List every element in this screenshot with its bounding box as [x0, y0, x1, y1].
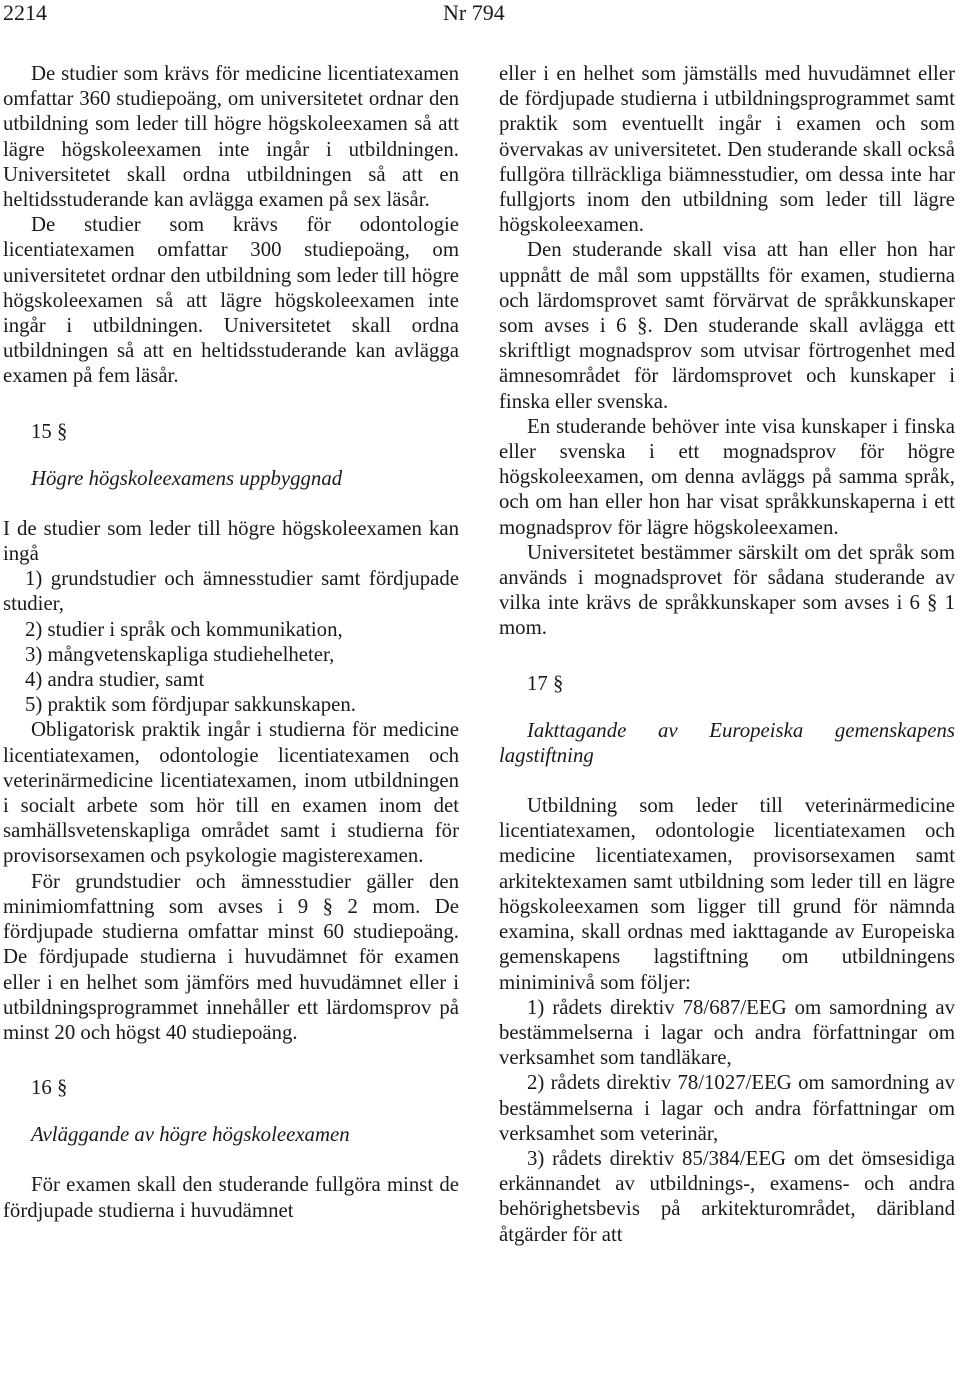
section-title: Avläggande av högre högskoleexamen: [31, 1123, 350, 1147]
list-item: 3) rådets direktiv 85/384/EEG om det ömsesidiga erkännandet av utbildnings-, examens- och andra behörighetsbevis på arkitekturområdet, däribland åtgärder för att: [499, 1146, 955, 1246]
page-number: 2214: [3, 0, 47, 25]
section-number: 17 §: [527, 671, 564, 695]
paragraph: Utbildning som leder till veterinärmedicine licentiatexamen, odontologie licentiatexamen och medicine licentiatexamen, provisorsexamen samt arkitektexamen samt utbildning som leder till en lägre högskoleexamen som ligger till grund för nämnda examina, skall ordnas med iakttagande av Europeiska gemenskapens lagstiftning om utbildningens miniminivå som följer:: [499, 794, 955, 994]
section-number: 16 §: [31, 1076, 68, 1100]
paragraph: I de studier som leder till högre högskoleexamen kan ingå: [3, 516, 459, 566]
paragraph: De studier som krävs för odontologie licentiatexamen omfattar 300 studiepoäng, om universitetet ordnar den utbildning som leder till högre högskoleexamen så att lägre högskoleexamen inte ingår i utbildningen. Universitetet skall ordna utbildningen så att en heltidsstuderande kan avlägga examen på fem läsår.: [3, 213, 459, 388]
list-item: 3) mångvetenskapliga studiehelheter,: [25, 642, 335, 666]
paragraph: Den studerande skall visa att han eller hon har uppnått de mål som uppställts för examen, studierna och lärdomsprovet samt förvärvat de språkkunskaper som avses i 6 §. Den studerande skall avlägga ett skriftligt mognadsprov som utvisar förtrogenhet med ämnesområdet för lärdomsprovet och kunskaper i finska eller svenska.: [499, 238, 955, 413]
section-number: 15 §: [31, 419, 68, 443]
paragraph: eller i en helhet som jämställs med huvudämnet eller de fördjupade studierna i utbildningsprogrammet samt praktik som eventuellt ingår i examen och som övervakas av universitetet. Den studerande skall också fullgöra tillräckliga biämnesstudier, om dessa inte har fullgjorts inom den utbildning som leder till lägre högskoleexamen.: [499, 62, 955, 237]
issue-number: Nr 794: [443, 0, 505, 25]
page-header: [0, 0, 960, 30]
paragraph: Obligatorisk praktik ingår i studierna för medicine licentiatexamen, odontologie licentiatexamen och veterinärmedicine licentiatexamen, inom utbildningen i socialt arbete som hör till en examen inom det samhällsvetenskapliga området samt i studierna för provisorsexamen och psykologie magisterexamen.: [3, 718, 459, 868]
list-item: 2) studier i språk och kommunikation,: [25, 617, 343, 641]
paragraph: De studier som krävs för medicine licentiatexamen omfattar 360 studiepoäng, om universitetet ordnar den utbildning som leder till högre högskoleexamen så att lägre högskoleexamen inte ingår i utbildningen. Universitetet skall ordna utbildningen så att en heltidsstuderande kan avlägga examen på sex läsår.: [3, 62, 459, 212]
paragraph: En studerande behöver inte visa kunskaper i finska eller svenska i ett mognadsprov för högre högskoleexamen, om denna avläggs på samma språk, och om han eller hon har visat språkkunskaperna i ett mognadsprov för lägre högskoleexamen.: [499, 414, 955, 539]
list-item: 5) praktik som fördjupar sakkunskapen.: [25, 693, 356, 717]
list-item: 2) rådets direktiv 78/1027/EEG om samordning av bestämmelserna i lagar och andra författningar om verksamhet som veterinär,: [499, 1071, 955, 1145]
paragraph: Universitetet bestämmer särskilt om det språk som används i mognadsprovet för sådana studerande av vilka inte krävs de språkkunskaper som avses i 6 § 1 mom.: [499, 540, 955, 640]
list-item: 1) rådets direktiv 78/687/EEG om samordning av bestämmelserna i lagar och andra författningar om verksamhet som tandläkare,: [499, 995, 955, 1070]
list-item: 4) andra studier, samt: [25, 668, 205, 692]
right-column: [499, 61, 955, 1247]
paragraph: För examen skall den studerande fullgöra minst de fördjupade studierna i huvudämnet: [3, 1173, 459, 1222]
list-item: 1) grundstudier och ämnesstudier samt fördjupade studier,: [3, 567, 459, 616]
paragraph: För grundstudier och ämnesstudier gäller den minimiomfattning som avses i 9 § 2 mom. De fördjupade studierna omfattar minst 60 studiepoäng. De fördjupade studierna i huvudämnet för examen eller i en helhet som jämförs med huvudämnet eller i utbildningsprogrammet innehåller ett lärdomsprov på minst 20 och högst 40 studiepoäng.: [3, 869, 459, 1044]
section-title: Iakttagande av Europeiska gemenskapens lagstiftning: [499, 718, 955, 767]
left-column: [3, 61, 459, 1223]
section-title: Högre högskoleexamens uppbyggnad: [31, 466, 343, 490]
